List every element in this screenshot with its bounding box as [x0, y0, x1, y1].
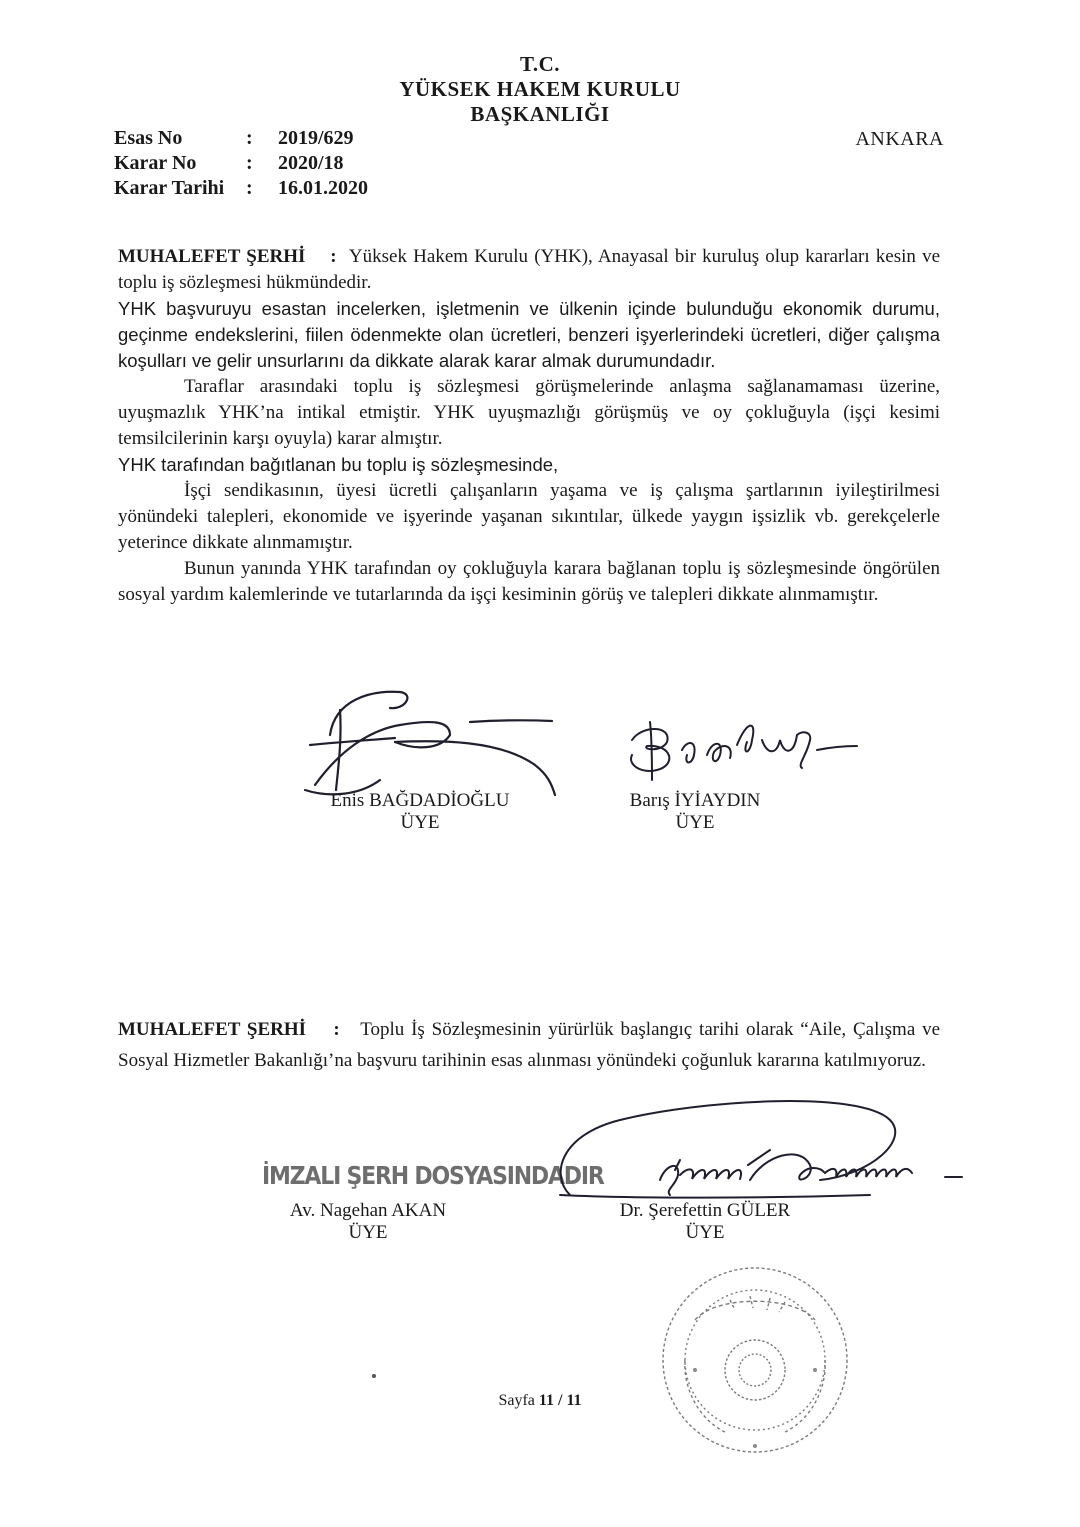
dissent-2-paragraph: MUHALEFET ŞERHİ : Toplu İş Sözleşmesinin yürürlük başlangıç tarihi olarak “Aile, Çalışma ve Sosyal Hizmetler Bakanlığı’na başvuru tarihinin esas alınması yönündeki çoğunluk kararına katılmıyoruz.	[118, 1019, 941, 1071]
city-label: ANKARA	[855, 128, 944, 150]
dissent-1-paragraph: YHK tarafından bağıtlanan bu toplu iş sözleşmesinde,	[118, 454, 559, 475]
dissent-1-paragraph: YHK başvuruyu esastan incelerken, işletmenin ve ülkenin içinde bulunduğu ekonomik durumu, geçinme endekslerini, fiilen ödenmekte olan ücretleri, benzeri işyerlerindeki ücretleri, diğer çalışma koşulları ve gelir unsurlarını da dikkate alarak karar almak durumundadır.	[118, 298, 940, 371]
dissent-1-lead-paragraph: MUHALEFET ŞERHİ : Yüksek Hakem Kurulu (YHK), Anayasal bir kuruluş olup kararları kesin ve toplu iş sözleşmesi hükmündedir.	[118, 246, 941, 293]
meta-value: 16.01.2020	[278, 177, 368, 199]
meta-label: Karar Tarihi	[114, 177, 225, 199]
page-number: 11 / 11	[538, 1392, 582, 1409]
signatory-1	[300, 790, 540, 834]
page-label: Sayfa	[498, 1392, 535, 1409]
header-department: BAŞKANLIĞI	[470, 102, 610, 126]
meta-label: Esas No	[114, 127, 183, 149]
page-footer	[0, 1392, 1080, 1410]
signatory-name: Barış İYİAYDIN	[629, 790, 761, 811]
meta-row-esas	[114, 126, 368, 151]
meta-row-karar	[114, 151, 368, 176]
signatory-role: ÜYE	[685, 1222, 725, 1243]
meta-label: Karar No	[114, 152, 197, 174]
meta-colon: :	[246, 127, 253, 149]
signatory-role: ÜYE	[348, 1222, 388, 1243]
dissent-1-heading: MUHALEFET ŞERHİ	[118, 246, 306, 267]
meta-colon: :	[246, 177, 253, 199]
meta-value: 2019/629	[278, 127, 354, 149]
dissent-2-text: Toplu İş Sözleşmesinin yürürlük başlangıç tarihi olarak “Aile, Çalışma ve Sosyal Hizmetler Bakanlığı’na başvuru tarihinin esas alınması yönündeki çoğunluk kararına katılmıyoruz.	[118, 1019, 941, 1071]
signed-dissent-stamp: İMZALI ŞERH DOSYASINDADIR	[262, 1162, 604, 1191]
meta-value: 2020/18	[278, 152, 344, 174]
signatory-name: Dr. Şerefettin GÜLER	[619, 1200, 791, 1221]
signatory-name: Av. Nagehan AKAN	[289, 1200, 447, 1221]
signatory-name: Enis BAĞDADİOĞLU	[330, 790, 510, 811]
official-seal	[655, 1260, 855, 1460]
dissent-opinion-2	[118, 1014, 940, 1076]
dissent-1-paragraph: Bunun yanında YHK tarafından oy çokluğuyla karara bağlanan toplu iş sözleşmesinde öngörülen sosyal yardım kalemlerinde ve tutarlarında da işçi kesiminin görüş ve talepleri dikkate alınmamıştır.	[118, 558, 940, 605]
signatory-role: ÜYE	[400, 812, 440, 833]
dissent-1-paragraph: İşçi sendikasının, üyesi ücretli çalışanların yaşama ve iş çalışma şartlarının iyileştirilmesi yönündeki talepleri, ekonomide ve işyerinde yaşanan sıkıntılar, ülkede yaygın işsizlik vb. gerekçelerle yeterince dikkate alınmamıştır.	[118, 480, 940, 553]
meta-colon: :	[246, 152, 253, 174]
case-meta	[114, 126, 368, 201]
meta-row-tarih	[114, 176, 368, 201]
dissent-2-heading: MUHALEFET ŞERHİ	[118, 1019, 307, 1040]
signature-baris-iyiaydin	[612, 710, 872, 790]
header-institution: YÜKSEK HAKEM KURULU	[399, 77, 681, 101]
dissent-opinion-1	[118, 244, 940, 608]
header-country: T.C.	[519, 52, 561, 76]
signatory-3	[258, 1200, 478, 1244]
signatory-role: ÜYE	[675, 812, 715, 833]
signatory-2	[580, 790, 810, 834]
dissent-1-paragraph: Taraflar arasındaki toplu iş sözleşmesi görüşmelerinde anlaşma sağlanamaması üzerine, uyuşmazlık YHK’na intikal etmiştir. YHK uyuşmazlığı görüşmüş ve oy çokluğuyla (işçi kesimi temsilcilerinin karşı oyuyla) karar almıştır.	[118, 376, 940, 449]
dissent-1-lead: Yüksek Hakem Kurulu (YHK), Anayasal bir kuruluş olup kararları kesin ve toplu iş sözleşmesi hükmündedir.	[118, 246, 941, 293]
dot-mark	[372, 1374, 376, 1378]
signatory-4	[590, 1200, 820, 1244]
